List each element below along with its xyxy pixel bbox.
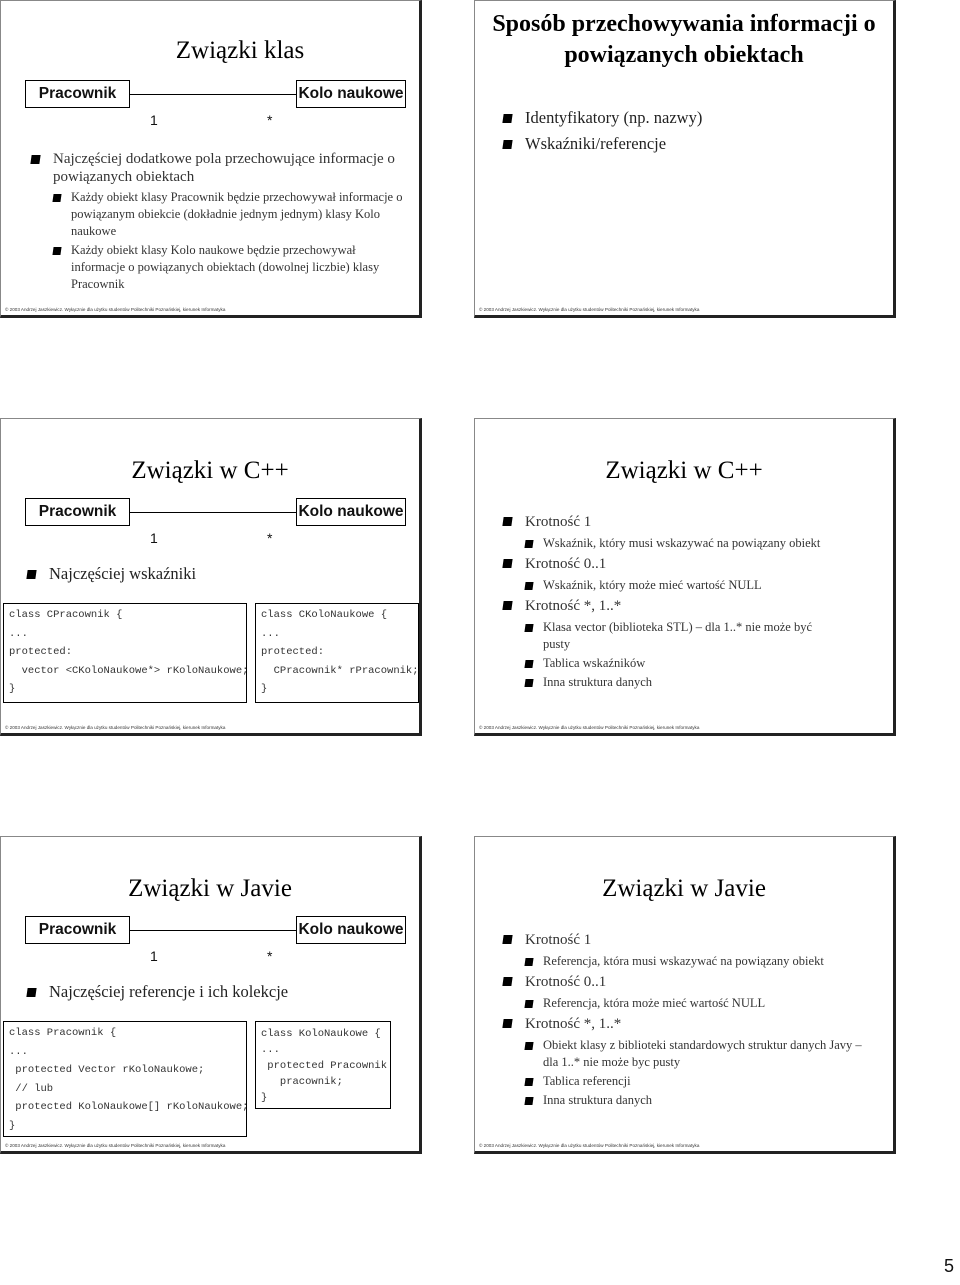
list-item: [499, 995, 884, 1012]
code-line: pracownik;: [261, 1076, 343, 1088]
code-line: // lub: [9, 1082, 54, 1095]
list-item: [499, 972, 884, 993]
code-line: CPracownik* rPracownik;: [261, 664, 419, 677]
code-line: ...: [9, 627, 28, 640]
list-item: [499, 133, 879, 155]
uml-association-line: [130, 94, 296, 95]
slide-zwiazki-cpp-krotnosci: [474, 418, 896, 736]
slide-zwiazki-cpp: [0, 418, 422, 736]
bullet-square-icon: [524, 1097, 533, 1105]
list-item: [499, 535, 879, 552]
list-item-text: Krotność 1: [525, 514, 592, 530]
slide-footer: © 2003 Andrzej Jaszkiewicz. Wyłącznie dla użytku studentów Politechniki Poznańskiej, kierunek Informatyka: [5, 307, 226, 312]
bullet-square-icon: [30, 155, 40, 164]
code-block-cpracownik: [3, 603, 247, 703]
bullet-square-icon: [502, 601, 512, 610]
list-item-text: Każdy obiekt klasy Kolo naukowe będzie przechowywał informacje o powiązanych obiektach (dowolnej liczbie) klasy Pracownik: [71, 243, 380, 291]
bullet-square-icon: [502, 140, 512, 149]
uml-class-pracownik: Pracownik: [25, 498, 130, 526]
multiplicity-many: *: [267, 530, 273, 546]
bullet-list: [499, 930, 884, 1109]
code-line: vector <CKoloNaukowe*> rKoloNaukowe;: [9, 664, 249, 677]
uml-class-kolo-naukowe: Kolo naukowe: [296, 916, 406, 944]
list-item-text: Tablica referencji: [543, 1074, 631, 1088]
bullet-square-icon: [524, 1078, 533, 1086]
list-item-text: Klasa vector (biblioteka STL) – dla 1..* nie może być pusty: [543, 620, 813, 651]
list-item-text: Inna struktura danych: [543, 675, 652, 689]
bullet-list: [499, 512, 879, 691]
slide-footer: © 2003 Andrzej Jaszkiewicz. Wyłącznie dla użytku studentów Politechniki Poznańskiej, kierunek Informatyka: [479, 725, 700, 730]
multiplicity-many: *: [267, 948, 273, 964]
slide-title: Związki klas: [175, 37, 305, 64]
bullet-square-icon: [524, 582, 533, 590]
slide-footer: © 2003 Andrzej Jaszkiewicz. Wyłącznie dla użytku studentów Politechniki Poznańskiej, kierunek Informatyka: [5, 1143, 226, 1148]
code-line: }: [261, 1092, 268, 1104]
code-block-pracownik: [3, 1021, 247, 1137]
list-item: [499, 596, 879, 617]
list-item: [499, 1092, 884, 1109]
list-item-text: Najczęściej wskaźniki: [49, 564, 197, 583]
code-line: class KoloNaukowe {: [261, 1028, 381, 1040]
code-line: protected:: [261, 646, 325, 658]
code-line: }: [9, 683, 16, 695]
bullet-square-icon: [502, 935, 512, 944]
list-item: [499, 512, 879, 533]
bullet-square-icon: [502, 1019, 512, 1028]
list-item-text: Krotność 0..1: [525, 974, 607, 990]
slide-title: Sposób przechowywania informacji o powiązanych obiektach: [492, 11, 876, 68]
slide-title: Związki w C++: [131, 457, 289, 484]
bullet-square-icon: [502, 517, 512, 526]
list-item-text: Najczęściej referencje i ich kolekcje: [49, 982, 289, 1001]
slide-title: Związki w Javie: [128, 875, 292, 902]
list-item-text: Identyfikatory (np. nazwy): [525, 108, 703, 127]
list-item-text: Krotność 0..1: [525, 556, 607, 572]
code-line: }: [261, 683, 268, 695]
slide-zwiazki-klas: [0, 0, 422, 318]
multiplicity-one: 1: [150, 948, 158, 964]
list-item: [499, 554, 879, 575]
bullet-square-icon: [524, 1000, 533, 1008]
list-item-text: Wskaźniki/referencje: [525, 134, 667, 153]
bullet-square-icon: [524, 660, 533, 668]
list-item-text: Referencja, która musi wskazywać na powiązany obiekt: [543, 954, 824, 968]
bullet-square-icon: [524, 1042, 533, 1050]
slide-footer: © 2003 Andrzej Jaszkiewicz. Wyłącznie dla użytku studentów Politechniki Poznańskiej, kierunek Informatyka: [5, 725, 226, 730]
bullet-square-icon: [524, 624, 533, 632]
bullet-list: [23, 981, 403, 1003]
code-block-kolonaukowe: [255, 1021, 391, 1109]
bullet-list: [499, 107, 879, 155]
list-item-text: Krotność 1: [525, 932, 592, 948]
multiplicity-many: *: [267, 112, 273, 128]
code-line: ...: [9, 1045, 28, 1058]
bullet-square-icon: [524, 679, 533, 687]
bullet-square-icon: [502, 559, 512, 568]
bullet-square-icon: [52, 247, 61, 255]
list-item-text: Każdy obiekt klasy Pracownik będzie przechowywał informacje o powiązanym obiekcie (dokładnie jednym jednym) klasy Kolo naukowe: [71, 190, 403, 238]
list-item: [499, 1037, 884, 1071]
code-line: protected KoloNaukowe[] rKoloNaukowe;: [9, 1101, 249, 1114]
list-item-text: Najczęściej dodatkowe pola przechowujące informacje o powiązanych obiektach: [53, 151, 395, 185]
list-item: [27, 150, 407, 186]
bullet-square-icon: [502, 114, 512, 123]
code-line: protected Vector rKoloNaukowe;: [9, 1064, 205, 1077]
list-item: [23, 563, 403, 585]
list-item: [499, 577, 879, 594]
list-item: [27, 242, 407, 293]
list-item: [23, 981, 403, 1003]
list-item-text: Obiekt klasy z biblioteki standardowych struktur danych Javy – dla 1..* nie może byc pusty: [543, 1038, 862, 1069]
page-number: 5: [943, 1256, 954, 1276]
bullet-square-icon: [52, 194, 61, 202]
slide-footer: © 2003 Andrzej Jaszkiewicz. Wyłącznie dla użytku studentów Politechniki Poznańskiej, kierunek Informatyka: [479, 307, 700, 312]
uml-class-kolo-naukowe: Kolo naukowe: [296, 80, 406, 108]
slide-title: Związki w C++: [605, 457, 763, 484]
list-item-text: Wskaźnik, który musi wskazywać na powiązany obiekt: [543, 536, 821, 550]
code-line: class CPracownik {: [9, 609, 123, 621]
bullet-square-icon: [26, 570, 36, 579]
list-item: [499, 674, 879, 691]
bullet-list: [27, 150, 407, 293]
uml-association-line: [130, 930, 296, 931]
multiplicity-one: 1: [150, 112, 158, 128]
list-item: [499, 619, 879, 653]
bullet-square-icon: [524, 958, 533, 966]
list-item: [499, 930, 884, 951]
list-item: [499, 1073, 884, 1090]
bullet-square-icon: [524, 540, 533, 548]
list-item: [499, 107, 879, 129]
code-line: protected Pracownik: [261, 1060, 388, 1072]
slide-sposob-przechowywania: [474, 0, 896, 318]
list-item: [27, 189, 407, 240]
code-line: class CKoloNaukowe {: [261, 609, 388, 621]
code-line: }: [9, 1119, 16, 1132]
list-item-text: Inna struktura danych: [543, 1093, 652, 1107]
uml-class-pracownik: Pracownik: [25, 916, 130, 944]
multiplicity-one: 1: [150, 530, 158, 546]
list-item: [499, 655, 879, 672]
bullet-list: [23, 563, 403, 585]
slide-title: Związki w Javie: [602, 875, 766, 902]
list-item-text: Tablica wskaźników: [543, 656, 646, 670]
code-line: protected:: [9, 646, 73, 658]
uml-class-kolo-naukowe: Kolo naukowe: [296, 498, 406, 526]
list-item-text: Krotność *, 1..*: [525, 598, 622, 614]
list-item-text: Krotność *, 1..*: [525, 1016, 622, 1032]
bullet-square-icon: [26, 988, 36, 997]
code-line: class Pracownik {: [9, 1027, 117, 1039]
code-block-ckolonaukowe: [255, 603, 419, 703]
slide-zwiazki-java-krotnosci: [474, 836, 896, 1154]
uml-association-line: [130, 512, 296, 513]
slide-zwiazki-java: [0, 836, 422, 1154]
uml-class-pracownik: Pracownik: [25, 80, 130, 108]
list-item: [499, 1014, 884, 1035]
slide-footer: © 2003 Andrzej Jaszkiewicz. Wyłącznie dla użytku studentów Politechniki Poznańskiej, kierunek Informatyka: [479, 1143, 700, 1148]
code-line: ...: [261, 1044, 280, 1056]
code-line: ...: [261, 627, 280, 640]
list-item-text: Wskaźnik, który może mieć wartość NULL: [543, 578, 762, 592]
list-item-text: Referencja, która może mieć wartość NULL: [543, 996, 766, 1010]
bullet-square-icon: [502, 977, 512, 986]
list-item: [499, 953, 884, 970]
